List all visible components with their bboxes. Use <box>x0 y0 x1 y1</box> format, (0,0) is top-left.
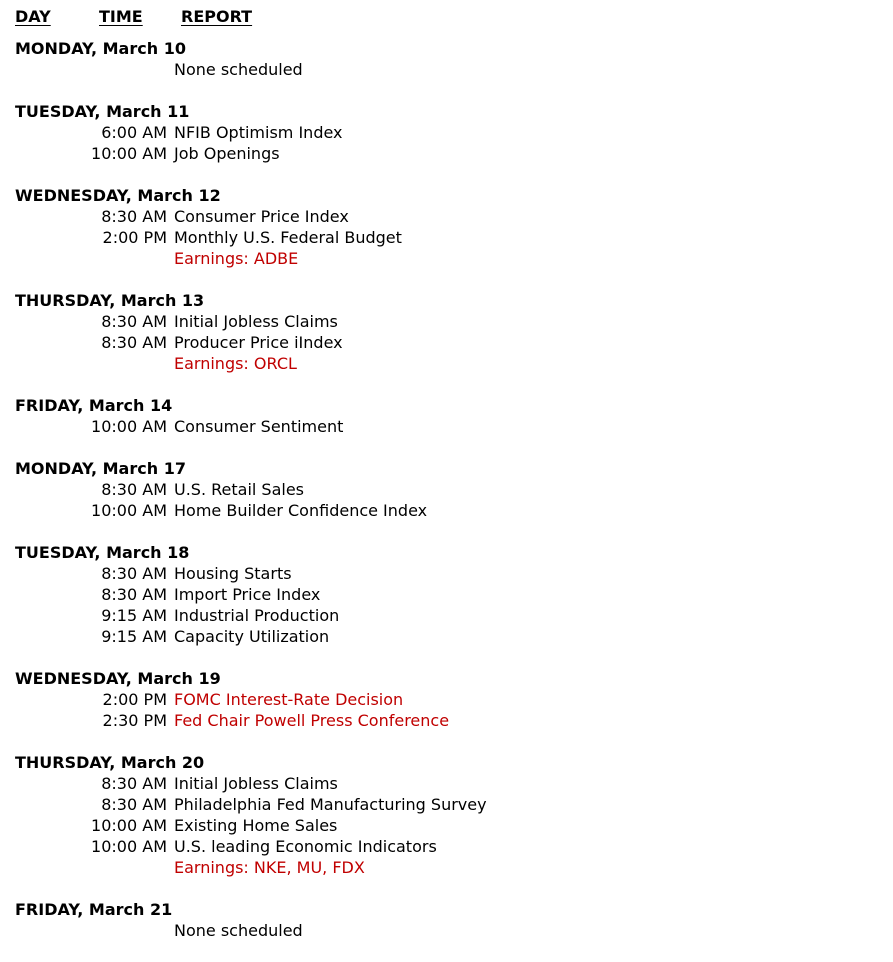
event-time: 10:00 AM <box>91 816 167 835</box>
day-title: TUESDAY, March 18 <box>15 543 190 562</box>
schedule-row <box>15 710 885 731</box>
column-header-row <box>15 6 885 27</box>
column-header-day: DAY <box>15 7 51 26</box>
column-header-time: TIME <box>99 7 143 26</box>
event-time: 8:30 AM <box>101 774 167 793</box>
schedule-row <box>15 143 885 164</box>
event-time: 2:00 PM <box>102 690 167 709</box>
report-name: NFIB Optimism Index <box>174 123 343 142</box>
report-name: Job Openings <box>174 144 280 163</box>
event-time: 8:30 AM <box>101 480 167 499</box>
schedule-row <box>15 248 885 269</box>
day-title: TUESDAY, March 11 <box>15 102 190 121</box>
report-name: Initial Jobless Claims <box>174 312 338 331</box>
day-block <box>15 185 885 269</box>
day-title: WEDNESDAY, March 19 <box>15 669 221 688</box>
schedule-row <box>15 227 885 248</box>
event-time: 8:30 AM <box>101 564 167 583</box>
schedule-row <box>15 689 885 710</box>
day-block <box>15 290 885 374</box>
schedule-row <box>15 59 885 80</box>
event-time <box>15 920 174 941</box>
column-header-report: REPORT <box>181 7 253 26</box>
report-name: Consumer Price Index <box>174 207 349 226</box>
schedule-row <box>15 605 885 626</box>
event-time: 10:00 AM <box>91 837 167 856</box>
schedule-row <box>15 332 885 353</box>
event-time: 9:15 AM <box>101 627 167 646</box>
schedule-row <box>15 122 885 143</box>
day-title: THURSDAY, March 20 <box>15 753 205 772</box>
schedule-row <box>15 794 885 815</box>
event-time: 8:30 AM <box>101 333 167 352</box>
report-name: None scheduled <box>174 60 303 79</box>
highlighted-report: Earnings: ADBE <box>174 249 299 268</box>
day-title: FRIDAY, March 14 <box>15 396 173 415</box>
event-time <box>15 248 174 269</box>
report-name: U.S. leading Economic Indicators <box>174 837 437 856</box>
report-name: Industrial Production <box>174 606 340 625</box>
day-title: MONDAY, March 10 <box>15 39 186 58</box>
report-name: Existing Home Sales <box>174 816 338 835</box>
day-block <box>15 752 885 878</box>
report-name: Monthly U.S. Federal Budget <box>174 228 402 247</box>
schedule-row <box>15 815 885 836</box>
day-block <box>15 899 885 941</box>
report-name: Producer Price iIndex <box>174 333 343 352</box>
day-block <box>15 101 885 164</box>
day-block <box>15 395 885 437</box>
event-time <box>15 353 174 374</box>
schedule-row <box>15 836 885 857</box>
event-time: 10:00 AM <box>91 501 167 520</box>
report-name: U.S. Retail Sales <box>174 480 305 499</box>
event-time: 10:00 AM <box>91 144 167 163</box>
report-name: Import Price Index <box>174 585 321 604</box>
event-time: 2:30 PM <box>102 711 167 730</box>
day-title: WEDNESDAY, March 12 <box>15 186 221 205</box>
report-name: Consumer Sentiment <box>174 417 344 436</box>
day-list <box>15 38 885 941</box>
report-name: Initial Jobless Claims <box>174 774 338 793</box>
event-time: 8:30 AM <box>101 585 167 604</box>
highlighted-report: Earnings: ORCL <box>174 354 297 373</box>
schedule-row <box>15 479 885 500</box>
event-time: 6:00 AM <box>101 123 167 142</box>
event-time: 2:00 PM <box>102 228 167 247</box>
day-block <box>15 458 885 521</box>
report-name: Home Builder Confidence Index <box>174 501 428 520</box>
report-name: Capacity Utilization <box>174 627 330 646</box>
schedule-row <box>15 353 885 374</box>
highlighted-report: FOMC Interest-Rate Decision <box>174 690 404 709</box>
day-title: THURSDAY, March 13 <box>15 291 205 310</box>
day-block <box>15 38 885 80</box>
event-time: 9:15 AM <box>101 606 167 625</box>
event-time: 8:30 AM <box>101 795 167 814</box>
event-time: 8:30 AM <box>101 312 167 331</box>
day-title: FRIDAY, March 21 <box>15 900 173 919</box>
report-name: None scheduled <box>174 921 303 940</box>
event-time: 10:00 AM <box>91 417 167 436</box>
schedule-row <box>15 416 885 437</box>
day-block <box>15 668 885 731</box>
schedule-row <box>15 584 885 605</box>
highlighted-report: Fed Chair Powell Press Conference <box>174 711 450 730</box>
schedule-row <box>15 311 885 332</box>
highlighted-report: Earnings: NKE, MU, FDX <box>174 858 365 877</box>
event-time <box>15 59 174 80</box>
schedule-row <box>15 563 885 584</box>
event-time: 8:30 AM <box>101 207 167 226</box>
schedule-row <box>15 857 885 878</box>
report-name: Philadelphia Fed Manufacturing Survey <box>174 795 487 814</box>
day-title: MONDAY, March 17 <box>15 459 186 478</box>
schedule-row <box>15 920 885 941</box>
event-time <box>15 857 174 878</box>
day-block <box>15 542 885 647</box>
schedule-row <box>15 773 885 794</box>
report-name: Housing Starts <box>174 564 292 583</box>
schedule-row <box>15 206 885 227</box>
schedule-row <box>15 500 885 521</box>
economic-calendar <box>15 6 885 962</box>
schedule-row <box>15 626 885 647</box>
